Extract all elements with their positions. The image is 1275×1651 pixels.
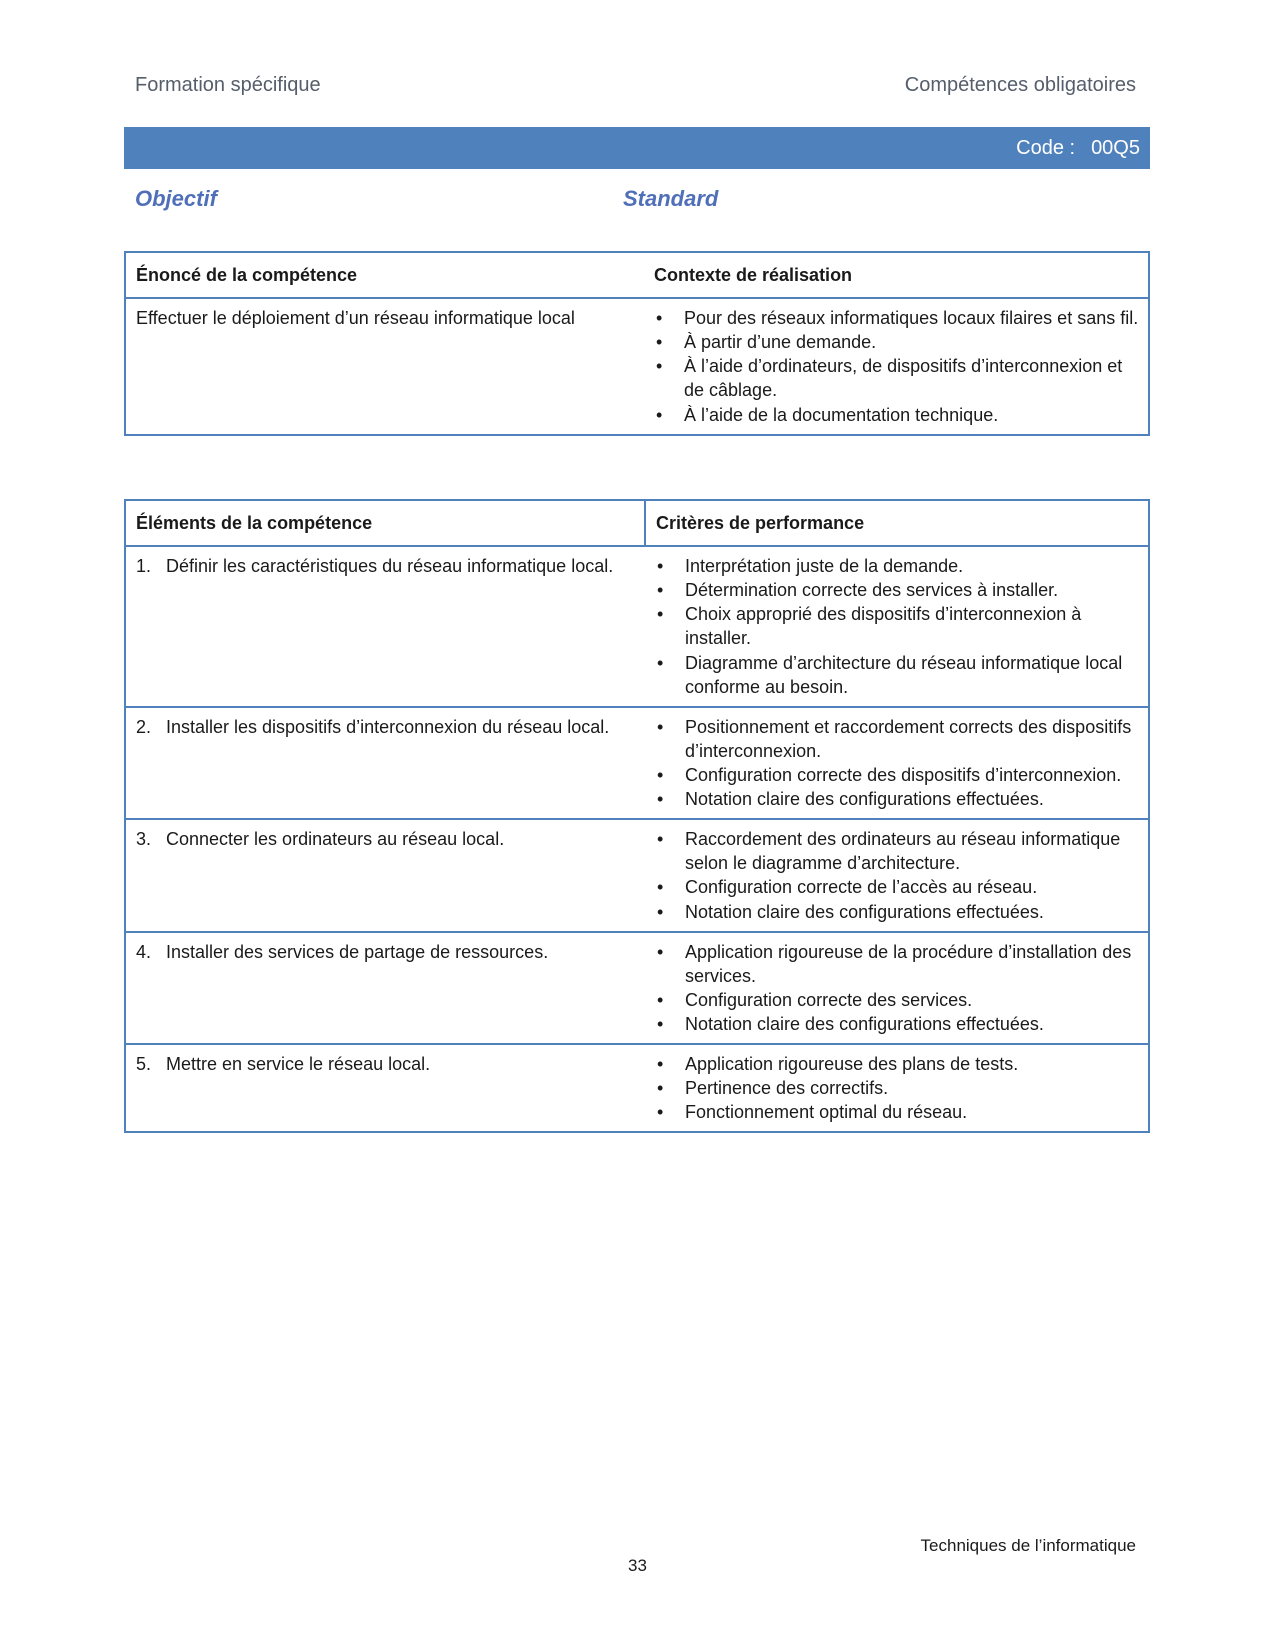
header-section-label: Formation spécifique <box>135 74 321 96</box>
element-cell <box>125 546 645 707</box>
contexte-header: Contexte de réalisation <box>644 252 1149 298</box>
context-list <box>654 306 1140 427</box>
competency-statement: Effectuer le déploiement d’un réseau informatique local <box>125 298 644 435</box>
list-item: • Notation claire des configurations effectuées. <box>655 787 1140 811</box>
table-row <box>125 546 1149 707</box>
element-number: 1. <box>136 556 152 577</box>
list-item: • Configuration correcte des dispositifs d’interconnexion. <box>655 763 1140 787</box>
table-row <box>125 707 1149 819</box>
list-item: • Détermination correcte des services à installer. <box>655 578 1140 602</box>
element-text: Connecter les ordinateurs au réseau local. <box>166 829 505 850</box>
list-item: • Pertinence des correctifs. <box>655 1076 1140 1100</box>
element-cell <box>125 819 645 931</box>
enonce-header: Énoncé de la compétence <box>125 252 644 298</box>
element-number: 4. <box>136 941 152 962</box>
list-item: • Raccordement des ordinateurs au réseau informatique selon le diagramme d’architecture. <box>655 827 1140 875</box>
code-value: 00Q5 <box>1091 136 1140 159</box>
footer-program-name: Techniques de l’informatique <box>920 1536 1136 1555</box>
list-item: • Configuration correcte des services. <box>655 988 1140 1012</box>
running-header <box>135 74 1136 97</box>
list-item: • Application rigoureuse des plans de tests. <box>655 1052 1140 1076</box>
table-header-row <box>125 500 1149 546</box>
list-item: • Application rigoureuse de la procédure d’installation des services. <box>655 940 1140 988</box>
element-number: 3. <box>136 829 152 850</box>
header-category-label: Compétences obligatoires <box>904 74 1136 96</box>
element-text: Mettre en service le réseau local. <box>166 1054 431 1075</box>
criteria-list <box>655 554 1140 699</box>
list-item: • Diagramme d’architecture du réseau informatique local conforme au besoin. <box>655 651 1140 699</box>
element-text: Installer les dispositifs d’interconnexion du réseau local. <box>166 716 610 737</box>
page-number: 33 <box>628 1556 647 1575</box>
objectif-title: Objectif <box>135 186 217 211</box>
element-number: 5. <box>136 1054 152 1075</box>
table-row <box>125 1044 1149 1132</box>
element-cell <box>125 1044 645 1132</box>
elements-header: Éléments de la compétence <box>125 500 645 546</box>
element-text: Installer des services de partage de ressources. <box>166 941 549 962</box>
element-text: Définir les caractéristiques du réseau informatique local. <box>166 556 614 577</box>
table-row <box>125 298 1149 435</box>
criteria-list <box>655 715 1140 811</box>
code-label: Code : <box>1016 136 1076 159</box>
list-item: • Choix approprié des dispositifs d’interconnexion à installer. <box>655 602 1140 650</box>
element-cell <box>125 932 645 1044</box>
context-cell <box>644 298 1149 435</box>
list-item: • Interprétation juste de la demande. <box>655 554 1140 578</box>
table-header-row <box>125 252 1149 298</box>
list-item: • Fonctionnement optimal du réseau. <box>655 1100 1140 1124</box>
criteria-list <box>655 1052 1140 1124</box>
list-item: • Notation claire des configurations effectuées. <box>655 1012 1140 1036</box>
list-item: • Positionnement et raccordement corrects des dispositifs d’interconnexion. <box>655 715 1140 763</box>
element-cell <box>125 707 645 819</box>
elements-table <box>124 499 1150 1133</box>
list-item: • À l’aide d’ordinateurs, de dispositifs d’interconnexion et de câblage. <box>654 354 1140 402</box>
competency-statement-table <box>124 251 1150 436</box>
criteria-cell <box>645 1044 1149 1132</box>
criteria-list <box>655 940 1140 1036</box>
criteres-header: Critères de performance <box>645 500 1149 546</box>
list-item: • Configuration correcte de l’accès au réseau. <box>655 875 1140 899</box>
criteria-cell <box>645 932 1149 1044</box>
list-item: • À l’aide de la documentation technique. <box>654 403 1140 427</box>
list-item: • Notation claire des configurations effectuées. <box>655 900 1140 924</box>
criteria-cell <box>645 707 1149 819</box>
criteria-cell <box>645 819 1149 931</box>
standard-title: Standard <box>623 186 719 211</box>
criteria-list <box>655 827 1140 923</box>
element-number: 2. <box>136 716 152 737</box>
list-item: • Pour des réseaux informatiques locaux filaires et sans fil. <box>654 306 1140 330</box>
criteria-cell <box>645 546 1149 707</box>
competency-code-bar <box>124 127 1150 169</box>
table-row <box>125 932 1149 1044</box>
list-item: • À partir d’une demande. <box>654 330 1140 354</box>
table-row <box>125 819 1149 931</box>
